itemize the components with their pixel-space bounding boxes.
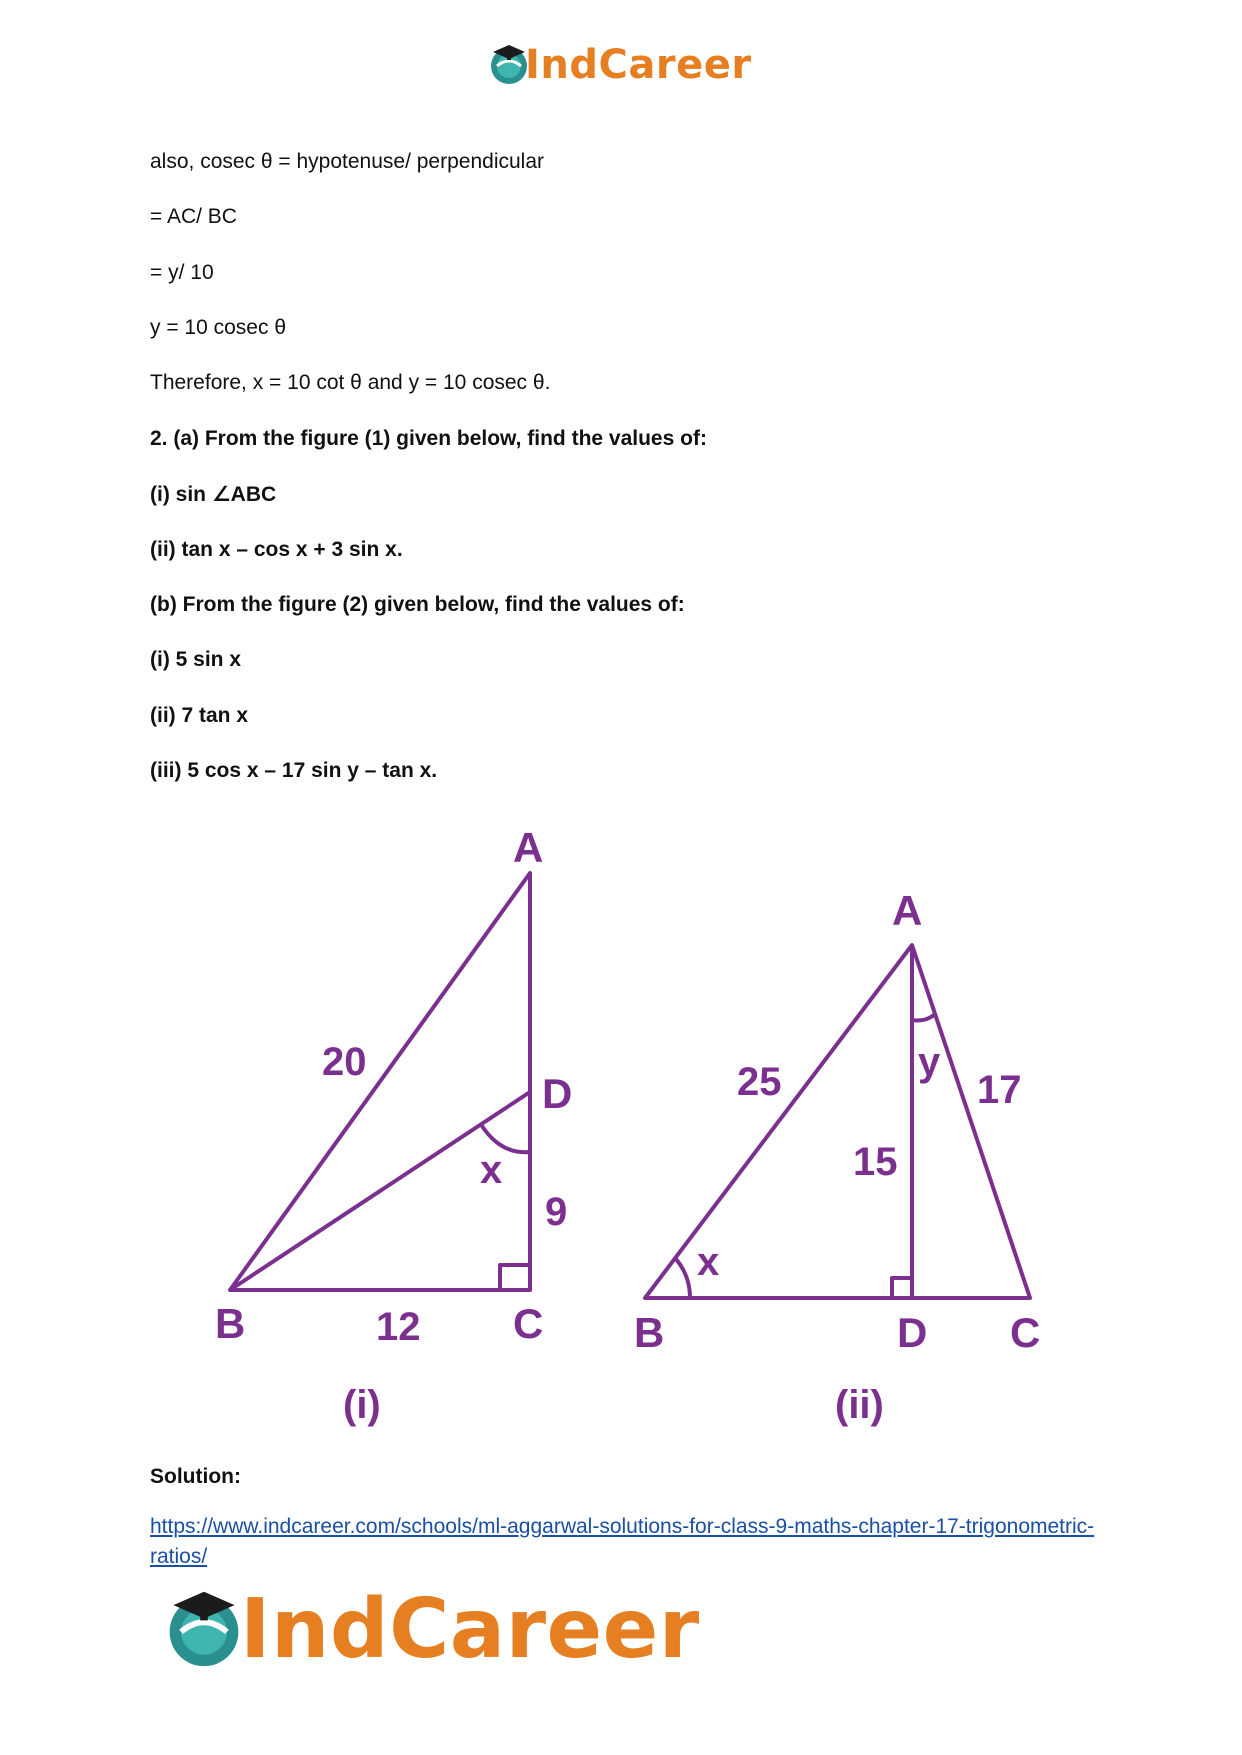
figure1-vertex-d: D	[542, 1070, 573, 1117]
question-b-item-3: (iii) 5 cos x – 17 sin y – tan x.	[150, 759, 438, 782]
question-b-title: (b) From the figure (2) given below, find the values of:	[150, 593, 685, 616]
question-title: 2. (a) From the figure (1) given below, find the values of:	[150, 427, 707, 450]
text-line-5: Therefore, x = 10 cot θ and y = 10 cosec θ.	[150, 371, 551, 394]
figure1-side-dc: 9	[545, 1190, 568, 1234]
text-line-2: = AC/ BC	[150, 205, 237, 228]
figure2-angle-y: y	[918, 1040, 941, 1084]
figure2-vertex-d: D	[897, 1309, 928, 1356]
figure1-vertex-b: B	[215, 1300, 246, 1347]
figure1-angle-x: x	[480, 1148, 503, 1192]
figure2-caption: (ii)	[835, 1383, 884, 1427]
figure2-side-ab: 25	[737, 1060, 782, 1104]
footer-logo-text: IndCareer	[240, 1582, 700, 1677]
figure1-triangle-abc	[230, 873, 530, 1290]
question-a-item-2: (ii) tan x – cos x + 3 sin x.	[150, 538, 403, 561]
figure2-vertex-c: C	[1010, 1309, 1041, 1356]
figure2-right-angle-mark	[892, 1278, 912, 1298]
text-line-1: also, cosec θ = hypotenuse/ perpendicular	[150, 150, 545, 173]
question-a-item-1: (i) sin ∠ABC	[150, 483, 277, 506]
figure1-side-ab: 20	[322, 1040, 367, 1084]
figure2-angle-x-arc	[675, 1258, 690, 1298]
solution-link[interactable]: https://www.indcareer.com/schools/ml-aggarwal-solutions-for-class-9-maths-chapter-17-trigonometric-ratios/	[150, 1515, 1095, 1568]
figure2-side-ac: 17	[977, 1068, 1022, 1112]
figure2-angle-x: x	[697, 1240, 720, 1284]
graduate-globe-icon	[162, 1586, 246, 1670]
figure2-vertex-a: A	[892, 887, 923, 934]
figure1-vertex-a: A	[513, 824, 544, 871]
figure1-right-angle-mark	[500, 1265, 530, 1290]
text-line-3: = y/ 10	[150, 261, 214, 284]
figure2-angle-y-arc	[912, 1015, 934, 1020]
figure1-caption: (i)	[343, 1383, 381, 1427]
figure2-side-ad: 15	[853, 1140, 898, 1184]
text-line-4: y = 10 cosec θ	[150, 316, 286, 339]
question-b-item-2: (ii) 7 tan x	[150, 704, 249, 727]
solution-label: Solution:	[150, 1465, 241, 1488]
question-b-item-1: (i) 5 sin x	[150, 648, 242, 671]
header-logo-text: IndCareer	[525, 42, 752, 88]
figure1-vertex-c: C	[513, 1300, 544, 1347]
figure1-side-bc: 12	[376, 1305, 421, 1349]
figure2-vertex-b: B	[634, 1309, 665, 1356]
